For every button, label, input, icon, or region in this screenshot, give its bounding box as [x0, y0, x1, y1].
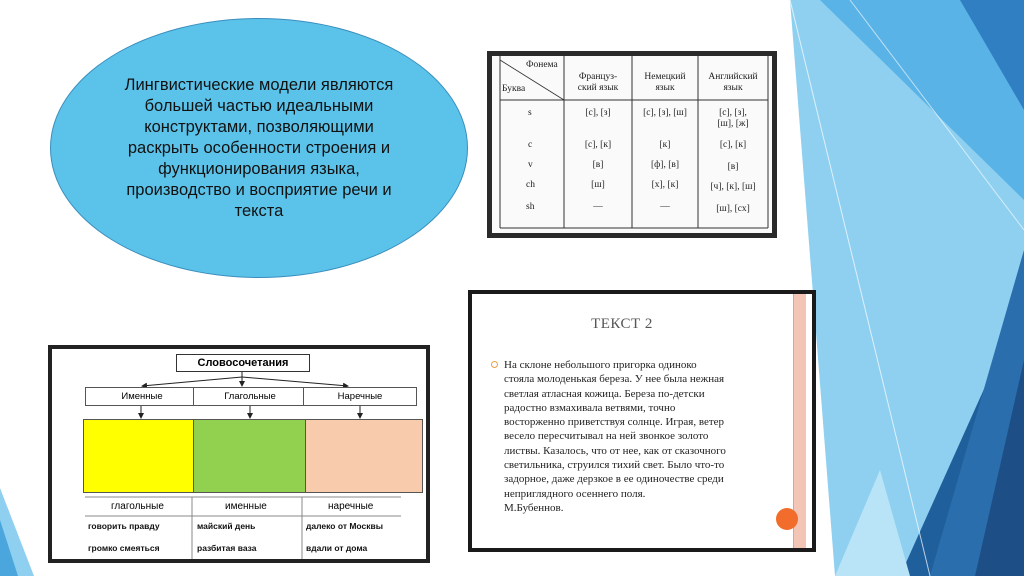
- header-english: Английский язык: [708, 72, 758, 93]
- header-german: Немецкий язык: [644, 72, 686, 93]
- row-german: [к]: [659, 140, 671, 150]
- table-cell: вдали от дома: [306, 543, 368, 553]
- decorative-stripe: [793, 294, 806, 548]
- phoneme-table: [487, 51, 777, 238]
- color-box-yellow: [83, 419, 201, 493]
- header-phoneme: Фонема: [526, 60, 558, 70]
- row-german: [с], [з], [ш]: [643, 108, 687, 118]
- color-box-green: [193, 419, 311, 493]
- statement-ellipse: [50, 18, 468, 278]
- row-letter: s: [528, 108, 532, 118]
- header-letter: Буква: [502, 84, 526, 94]
- col-header: именные: [225, 501, 267, 512]
- table-cell: разбитая ваза: [197, 543, 257, 553]
- word-combinations-diagram: [48, 345, 430, 563]
- text2-slide: [468, 290, 816, 552]
- row-english: [ч], [к], [ш]: [710, 182, 756, 192]
- row-german: —: [660, 202, 670, 212]
- row-french: [ш]: [591, 180, 605, 190]
- category-adverbial: Наречные: [303, 387, 417, 406]
- col-header: глагольные: [111, 501, 164, 512]
- row-english: [в]: [727, 162, 739, 172]
- row-french: [с], [з]: [585, 108, 611, 118]
- category-verbal: Глагольные: [193, 387, 307, 406]
- category-nominal: Именные: [85, 387, 199, 406]
- row-french: [с], [к]: [584, 140, 612, 150]
- row-letter: v: [528, 160, 533, 170]
- table-cell: громко смеяться: [88, 543, 160, 553]
- row-french: —: [593, 202, 603, 212]
- statement-text: Лингвистические модели являются большей частью идеальными конструктами, позволяющими раскрыть особенности строения и функционирования языка, производство и восприятие речи и текста: [124, 75, 394, 220]
- table-cell: майский день: [197, 521, 256, 531]
- row-letter: c: [528, 140, 533, 150]
- row-english: [с], [к]: [719, 140, 747, 150]
- table-cell: далеко от Москвы: [306, 521, 383, 531]
- row-letter: ch: [526, 180, 535, 190]
- text2-title: ТЕКСТ 2: [591, 316, 653, 332]
- row-english: [ш], [сх]: [716, 204, 750, 214]
- diagram-title: Словосочетания: [176, 354, 310, 372]
- text2-body: На склоне небольшого пригорка одиноко стояла молоденькая береза. У нее была нежная светлая атласная кожица. Береза по-детски радостно взмахивала ветвями, точно восторженно приветствуя солнце. Играя, ветер весело пересчитывал на ней звонкое золото листвы. Казалось, что от нее, как от сказочного светильника, струился тихий свет. Было что-то задорное, даже дерзкое в ее одиночестве среди неприглядного осеннего поля. М.Бубеннов.: [504, 359, 726, 514]
- row-english: [с], [з], [ш], [ж]: [717, 108, 749, 129]
- header-french: Француз- ский язык: [577, 72, 619, 93]
- color-box-peach: [305, 419, 423, 493]
- row-french: [в]: [592, 160, 604, 170]
- row-german: [ф], [в]: [650, 160, 680, 170]
- bullet-icon: [491, 361, 498, 368]
- row-letter: sh: [526, 202, 535, 212]
- table-cell: говорить правду: [88, 521, 160, 531]
- row-german: [х], [к]: [651, 180, 679, 190]
- col-header: наречные: [328, 501, 374, 512]
- examples-table: [85, 497, 401, 559]
- orange-circle-icon: [776, 508, 798, 530]
